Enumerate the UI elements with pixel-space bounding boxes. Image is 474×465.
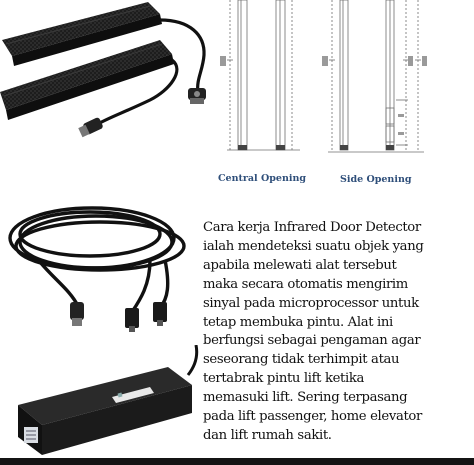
- description-line: Cara kerja Infrared Door Detector: [203, 220, 421, 235]
- cables-photo: [0, 190, 200, 340]
- description-line: berfungsi sebagai pengaman agar: [203, 333, 421, 349]
- description-line: seseorang tidak terhimpit atau: [203, 352, 400, 368]
- description-line: tertabrak pintu lift ketika: [203, 371, 365, 387]
- description-line: ialah mendeteksi suatu objek yang: [203, 238, 424, 254]
- light-curtain-photo: [0, 0, 210, 175]
- description-line: memasuki lift. Sering terpasang: [203, 390, 408, 406]
- description-line: apabila melewati alat tersebut: [203, 257, 397, 273]
- din-connector-icon: [188, 88, 206, 104]
- central-opening-label: Central Opening: [218, 173, 307, 184]
- description-line: tetap membuka pintu. Alat ini: [203, 314, 393, 330]
- description-line: sinyal pada microprocessor untuk: [203, 295, 419, 311]
- opening-diagram: [210, 0, 474, 200]
- description-line: pada lift passenger, home elevator: [203, 409, 422, 425]
- din-connector-icon: [70, 302, 84, 326]
- description-line: maka secara otomatis mengirim: [203, 276, 408, 292]
- description-line: dan lift rumah sakit.: [203, 427, 332, 443]
- bottom-bar: [0, 458, 474, 465]
- controller-box-photo: [0, 345, 200, 457]
- description-paragraph: [203, 219, 471, 446]
- side-opening-label: Side Opening: [340, 174, 412, 185]
